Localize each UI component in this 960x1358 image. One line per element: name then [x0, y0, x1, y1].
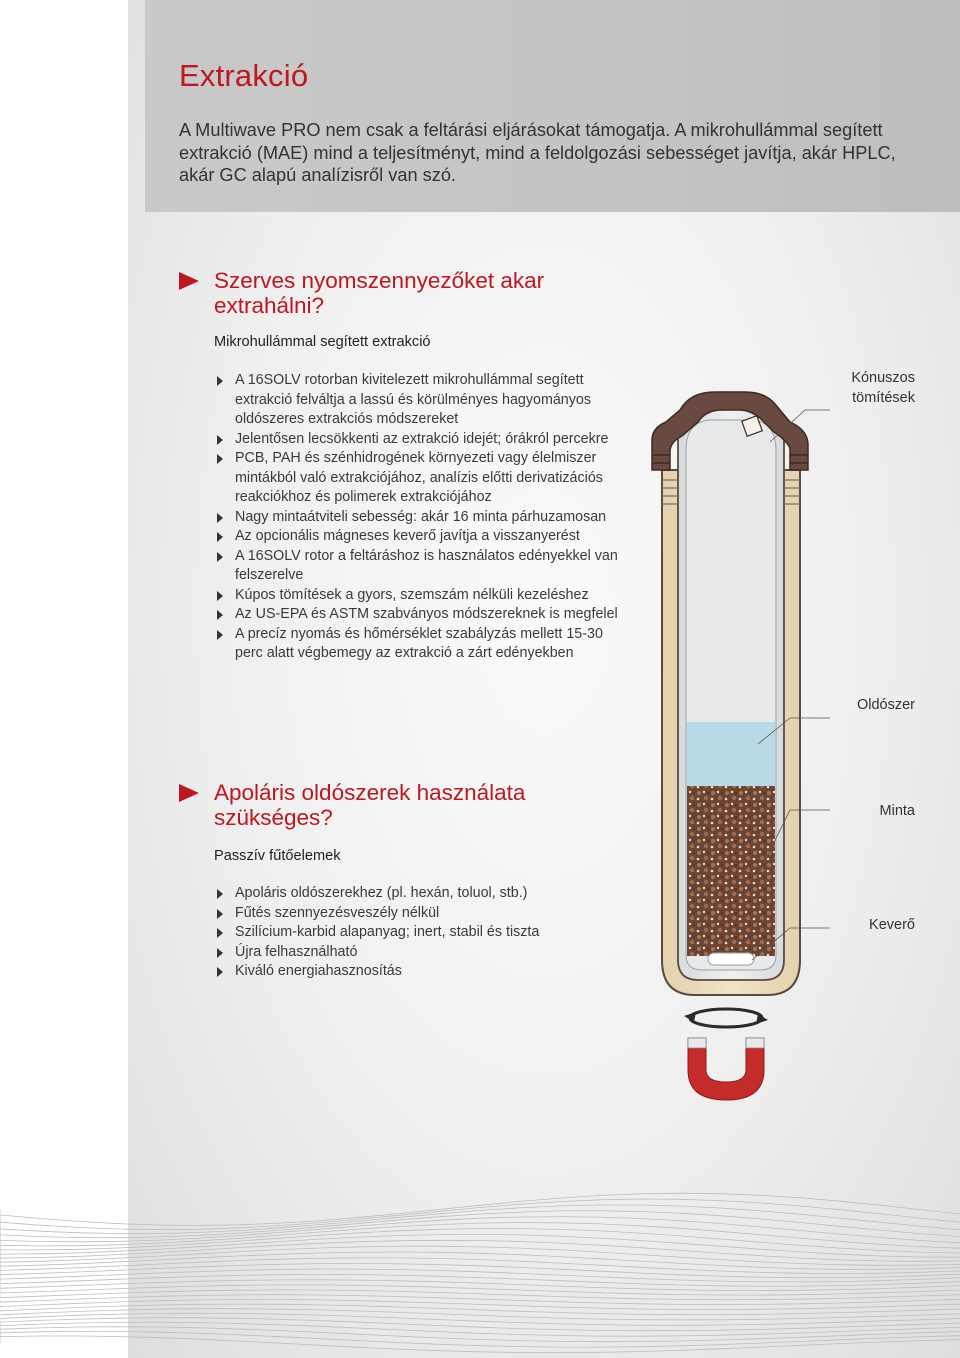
triangle-bullet-icon: [217, 630, 223, 640]
list-item: A 16SOLV rotorban kivitelezett mikrohullámmal segített extrakció felváltja a lassú és körülményes hagyományos oldószeres extrakciós módszereket: [214, 371, 619, 430]
intro-paragraph: A Multiwave PRO nem csak a feltárási eljárásokat támogatja. A mikrohullámmal segített extrakció (MAE) mind a teljesítményt, mind a feldolgozási sebességet javítja, akár HPLC, akár GC alapú analízisről van szó.: [179, 120, 896, 185]
sample-layer: [687, 786, 775, 956]
triangle-bullet-icon: [217, 889, 223, 899]
arrow-icon: [179, 272, 199, 290]
list-item: Jelentősen lecsökkenti az extrakció idejét; órákról percekre: [214, 430, 619, 450]
list-item: Apoláris oldószerekhez (pl. hexán, toluol, stb.): [214, 884, 619, 904]
list-item: Az opcionális mágneses keverő javítja a visszanyerést: [214, 527, 619, 547]
wave-line: [0, 1193, 960, 1225]
list-item: Kiváló energiahasznosítás: [214, 962, 619, 982]
rotation-arrow-icon: [684, 1009, 768, 1027]
label-conical-seals: Kónuszos tömítések: [851, 370, 915, 406]
list-item: Szilícium-karbid alapanyag; inert, stabil és tiszta: [214, 923, 619, 943]
triangle-bullet-icon: [217, 454, 223, 464]
wave-line: [0, 1318, 960, 1331]
label-stirrer: Keverő: [869, 917, 915, 933]
wave-line: [0, 1290, 960, 1300]
label-sample: Minta: [879, 803, 915, 819]
list-item: PCB, PAH és szénhidrogének környezeti vagy élelmiszer mintákból való extrakciójához, analízis előtti derivatizációs reakciókhoz és polimerek extrakciójához: [214, 449, 619, 508]
section1-heading: [179, 268, 599, 318]
section1-heading-text: Szerves nyomszennyezőket akar extrahálni?: [214, 268, 545, 318]
wave-line: [0, 1327, 960, 1342]
wave-line: [0, 1300, 960, 1310]
decorative-waves: [0, 1170, 960, 1358]
left-margin: [0, 0, 128, 1358]
section2-bullet-list: [214, 884, 619, 982]
list-item: Újra felhasználható: [214, 943, 619, 963]
label-solvent: Oldószer: [856, 697, 915, 713]
section2-subheading: Passzív fűtőelemek: [214, 848, 341, 864]
wave-line: [0, 1234, 960, 1257]
extraction-vessel-diagram: [640, 370, 930, 1110]
section2-heading-text: Apoláris oldószerek használata szükséges?: [214, 780, 526, 830]
magnet-icon: [688, 1038, 764, 1100]
wave-line: [0, 1336, 960, 1353]
list-item: Fűtés szennyezésveszély nélkül: [214, 904, 619, 924]
list-item: Az US-EPA és ASTM szabványos módszereknek is megfelel: [214, 605, 619, 625]
triangle-bullet-icon: [217, 610, 223, 620]
list-item: Kúpos tömítések a gyors, szemszám nélküli kezeléshez: [214, 586, 619, 606]
triangle-bullet-icon: [217, 532, 223, 542]
arrow-icon: [179, 784, 199, 802]
section1-subheading: Mikrohullámmal segített extrakció: [214, 334, 431, 350]
wave-line: [0, 1295, 960, 1305]
wave-line: [0, 1274, 960, 1286]
triangle-bullet-icon: [217, 552, 223, 562]
section2-heading: [179, 780, 599, 830]
triangle-bullet-icon: [217, 948, 223, 958]
triangle-bullet-icon: [217, 513, 223, 523]
wave-line: [0, 1263, 960, 1277]
wave-line: [0, 1246, 960, 1265]
triangle-bullet-icon: [217, 591, 223, 601]
triangle-bullet-icon: [217, 909, 223, 919]
triangle-bullet-icon: [217, 967, 223, 977]
stir-bar: [708, 953, 754, 965]
wave-line: [0, 1252, 960, 1269]
section1-bullet-list: [214, 371, 619, 664]
wave-line: [0, 1322, 960, 1336]
list-item: A 16SOLV rotor a feltáráshoz is használatos edényekkel van felszerelve: [214, 547, 619, 586]
page-title: Extrakció: [179, 58, 309, 93]
wave-line: [0, 1269, 960, 1282]
solvent-layer: [687, 722, 775, 786]
list-item: Nagy mintaátviteli sebesség: akár 16 minta párhuzamosan: [214, 508, 619, 528]
triangle-bullet-icon: [217, 928, 223, 938]
wave-line: [0, 1223, 960, 1249]
triangle-bullet-icon: [217, 376, 223, 386]
triangle-bullet-icon: [217, 435, 223, 445]
list-item: A precíz nyomás és hőmérséklet szabályzás mellett 15-30 perc alatt végbemegy az extrakció a zárt edényekben: [214, 625, 619, 664]
